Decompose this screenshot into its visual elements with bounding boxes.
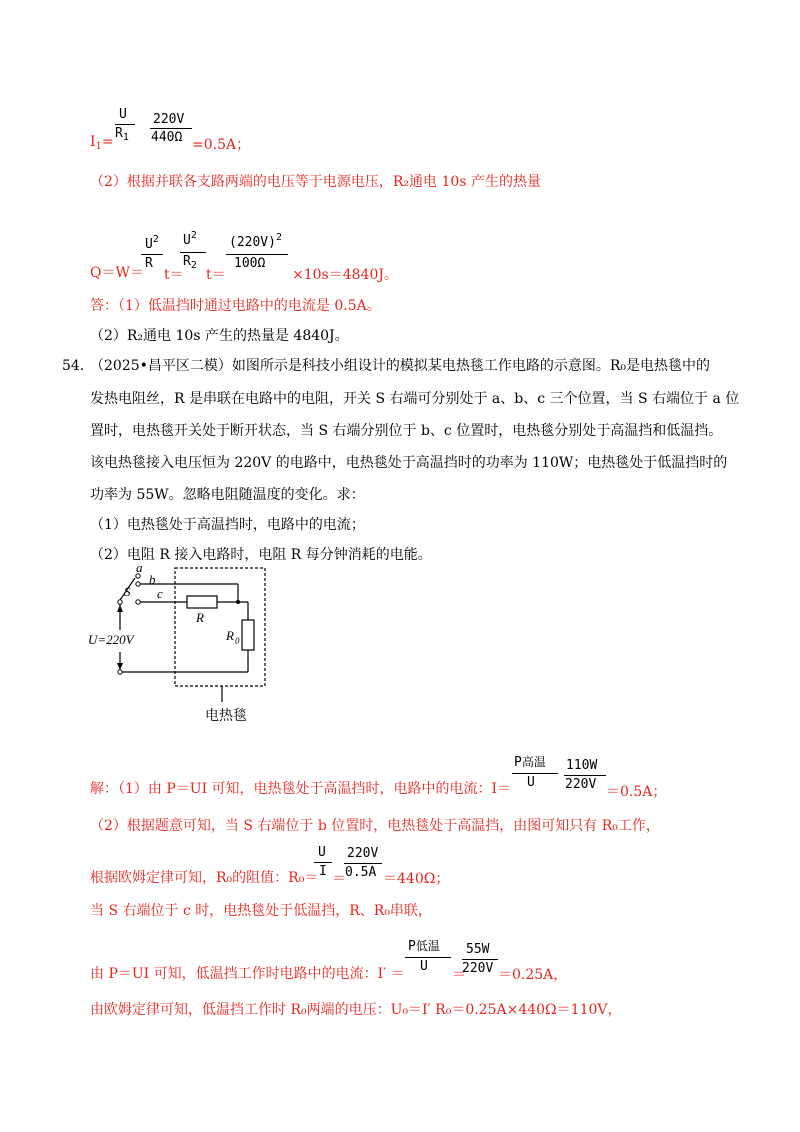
fraction-bar (564, 775, 606, 776)
label-r: R (196, 610, 204, 625)
fraction-numerator: $U^2$ (183, 230, 197, 248)
fraction-bar (314, 862, 332, 863)
fraction-denominator: 220V (462, 961, 494, 976)
fraction-bar (141, 254, 163, 255)
problem-line: 发热电阻丝，R 是串联在电路中的电阻，开关 S 右端可分别处于 a、b、c 三个位置，当 S 右端位于 a 位 (90, 391, 740, 407)
problem-line: 该电热毯接入电压恒为 220V 的电路中，电热毯处于高温挡时的功率为 110W；电热毯处于低温挡时的 (90, 455, 728, 471)
fraction-bar (180, 252, 206, 253)
fraction-denominator: 0.5A (345, 865, 377, 880)
fraction-bar (226, 254, 288, 255)
arrow-down-icon (117, 663, 123, 670)
fraction-numerator: U (318, 845, 326, 860)
equals-sign: ＝ (332, 871, 346, 887)
i1-label: $I_1=$ (90, 134, 114, 152)
fraction-denominator: U (420, 959, 428, 974)
fraction-numerator: P低温 (408, 939, 440, 954)
problem-line: （2025•昌平区二模）如图所示是科技小组设计的模拟某电热毯工作电路的示意图。R₀是电热毯中的 (90, 358, 711, 374)
resistor-r (187, 596, 217, 608)
fraction-denominator: $R_1$ (115, 126, 129, 143)
result: ＝0.25A， (498, 967, 568, 983)
solution-step-6: 由欧姆定律可知，低温挡工作时 R₀两端的电压：U₀＝I′ R₀＝0.25A×440Ω＝110V， (90, 1002, 622, 1018)
step-2-text: （2）根据并联各支路两端的电压等于电源电压，R₂通电 10s 产生的热量 (90, 174, 541, 190)
caption: 电热毯 (205, 709, 247, 724)
result: ＝440Ω； (383, 871, 450, 887)
result: ＝0.5A； (606, 784, 667, 800)
fraction-numerator: 55W (466, 942, 490, 957)
solution-step-2: （2）根据题意可知，当 S 右端位于 b 位置时，电热毯处于高温挡，由图可知只有 R₀工作， (90, 818, 660, 834)
fraction-bar (405, 957, 451, 958)
fraction-numerator: $(220V)^2$ (229, 232, 282, 250)
label-c: c (157, 586, 163, 601)
lhs: Q＝W＝ (90, 265, 144, 281)
fraction-numerator: 220V (153, 112, 185, 127)
result: =0.5A； (192, 137, 251, 153)
fraction-numerator: U (119, 107, 127, 122)
blanket-boundary (175, 568, 265, 686)
result: ×10s＝4840J。 (292, 267, 398, 283)
solution-step-1: 解：（1）由 P＝UI 可知，电热毯处于高温挡时，电路中的电流：I＝ (90, 781, 512, 797)
label-voltage: U=220V (88, 632, 134, 647)
question-2: （2）电阻 R 接入电路时，电阻 R 每分钟消耗的电能。 (90, 547, 432, 563)
fraction-bar (462, 959, 498, 960)
problem-line: 置时，电热毯开关处于断开状态，当 S 右端分别位于 b、c 位置时，电热毯分别处于高温挡和低温挡。 (90, 423, 723, 439)
fraction-denominator: I (319, 864, 327, 879)
problem-line: 功率为 55W。忽略电阻随温度的变化。求： (90, 487, 365, 503)
question-1: （1）电热毯处于高温挡时，电路中的电流； (90, 517, 365, 533)
fraction-bar (512, 773, 558, 774)
label-a: a (136, 560, 143, 575)
answer-line-2: （2）R₂通电 10s 产生的热量是 4840J。 (90, 328, 349, 344)
fraction-numerator: 110W (566, 758, 598, 773)
label-b: b (149, 572, 156, 587)
fraction-numerator: P高温 (514, 755, 546, 770)
solution-step-5: 由 P＝UI 可知，低温挡工作时电路中的电流：I′ ＝ (90, 966, 405, 982)
t-label: t＝ (164, 267, 184, 283)
answer-line-1: 答：（1）低温挡时通过电路中的电流是 0.5A。 (90, 298, 381, 314)
problem-number: 54. (62, 358, 85, 374)
fraction-denominator: 100Ω (234, 256, 266, 271)
t-label: t＝ (206, 267, 226, 283)
fraction-numerator: 220V (347, 846, 379, 861)
fraction-numerator: $U^2$ (145, 234, 159, 252)
fraction-denominator: $R_2$ (183, 254, 197, 271)
solution-step-4: 当 S 右端位于 c 时，电热毯处于低温挡，R、R₀串联， (90, 903, 432, 919)
fraction-denominator: R (145, 256, 153, 271)
resistor-r0 (242, 620, 254, 650)
fraction-denominator: 440Ω (151, 130, 183, 145)
arrow-up-icon (117, 605, 123, 612)
fraction-denominator: 220V (565, 777, 597, 792)
label-s: S (124, 584, 131, 599)
solution-step-3: 根据欧姆定律可知，R₀的阻值：R₀＝ (90, 870, 319, 886)
circuit-diagram (80, 560, 290, 730)
label-r0-sub: 0 (235, 636, 240, 646)
fraction-bar (115, 124, 135, 125)
fraction-bar (344, 863, 382, 864)
fraction-bar (150, 128, 192, 129)
label-r0: R (226, 628, 234, 643)
fraction-denominator: U (527, 775, 535, 790)
equals-sign: ＝ (452, 967, 466, 983)
